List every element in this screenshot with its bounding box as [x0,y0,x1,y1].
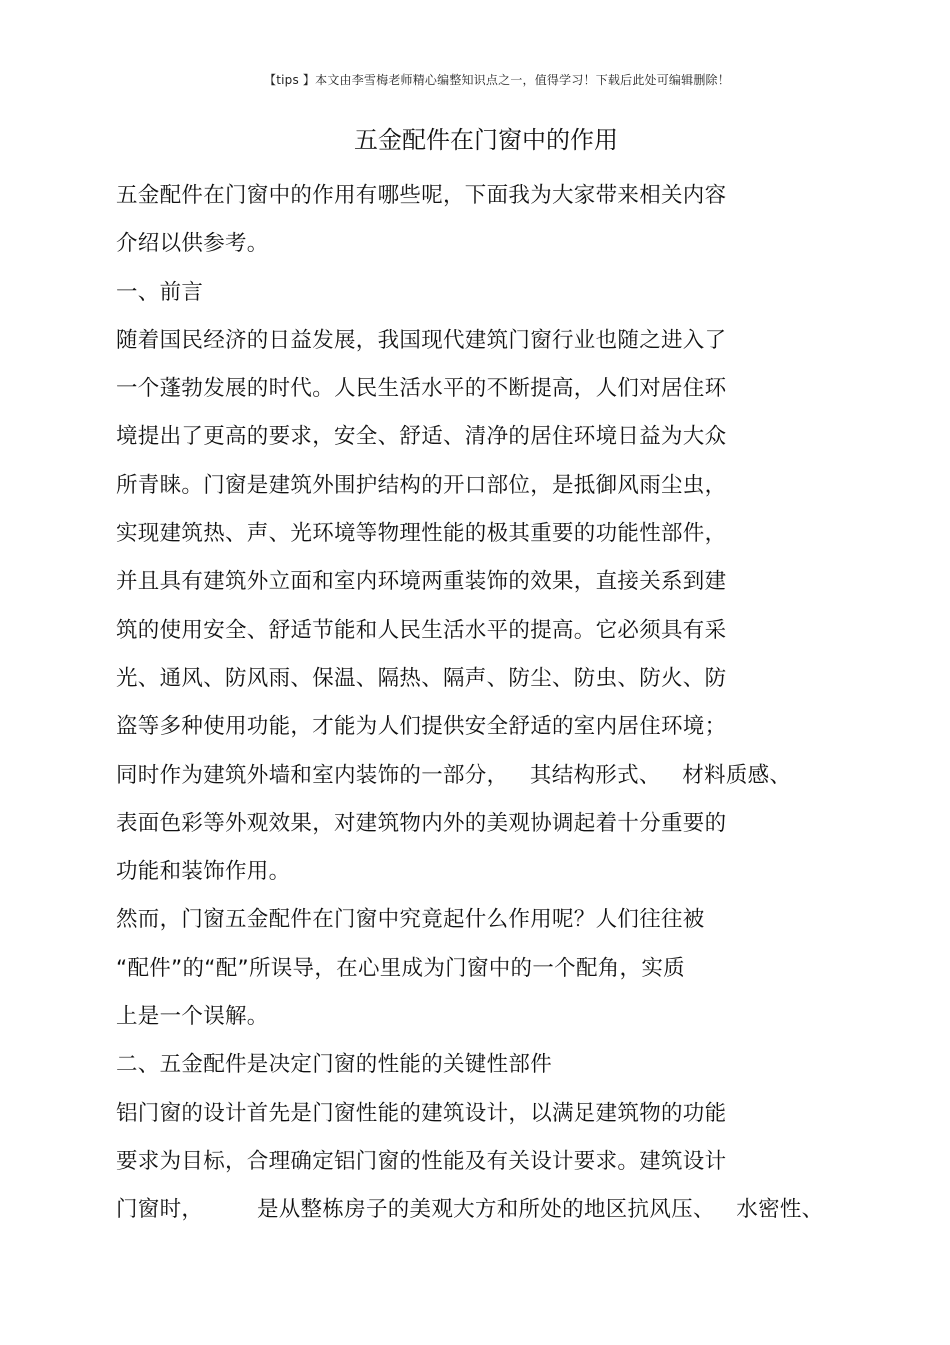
header-tip: 【tips 】本文由李雪梅老师精心编整知识点之一，值得学习！下载后此处可编辑删除！ [264,73,730,87]
text-line [116,615,876,663]
text-segment: 功能和装饰作用。 [116,859,291,885]
text-line [116,228,876,276]
text-segment: 一、前言 [116,279,204,305]
text-segment: 表面色彩等外观效果，对建筑物内外的美观协调起着十分重要的 [116,810,727,836]
text-segment: 境提出了更高的要求，安全、舒适、清净的居住环境日益为大众 [116,424,727,450]
text-segment: 筑的使用安全、舒适节能和人民生活水平的提高。它必须具有采 [116,617,727,643]
text-segment: “配件”的“配”所误导，在心里成为门窗中的一个配角，实质 [116,955,685,981]
text-line [116,711,876,759]
text-line [116,1194,876,1242]
document-body [116,180,876,1243]
text-segment: 上是一个误解。 [116,1004,269,1030]
text-line [116,373,876,421]
text-line [116,180,876,228]
text-segment: 要求为目标，合理确定铝门窗的性能及有关设计要求。建筑设计 [116,1148,727,1174]
text-line [116,1001,876,1049]
text-line [116,566,876,614]
text-segment: 所青睐。门窗是建筑外围护结构的开口部位，是抵御风雨尘虫， [116,472,727,498]
text-segment: 介绍以供参考。 [116,231,269,257]
text-line [116,518,876,566]
text-segment: 一个蓬勃发展的时代。人民生活水平的不断提高，人们对居住环 [116,376,727,402]
text-line [116,663,876,711]
text-segment: 实现建筑热、声、光环境等物理性能的极其重要的功能性部件， [116,521,727,547]
text-segment: 盗等多种使用功能，才能为人们提供安全舒适的室内居住环境； [116,714,727,740]
text-line [116,1049,876,1097]
text-segment: 然而，门窗五金配件在门窗中究竟起什么作用呢？人们往往被 [116,907,705,933]
text-line [116,856,876,904]
text-segment: 其结构形式、 [529,762,661,788]
text-segment: 水密性、 [736,1197,824,1223]
text-segment: 随着国民经济的日益发展，我国现代建筑门窗行业也随之进入了 [116,327,727,353]
text-segment: 五金配件在门窗中的作用有哪些呢，下面我为大家带来相关内容 [116,183,727,208]
text-segment: 光、通风、防风雨、保温、隔热、隔声、防尘、防虫、防火、防 [116,665,727,691]
text-line [116,1098,876,1146]
text-segment: 并且具有建筑外立面和室内环境两重装饰的效果，直接关系到建 [116,569,727,595]
text-line [116,325,876,373]
text-segment: 是从整栋房子的美观大方和所处的地区抗风压、 [256,1197,715,1223]
document-title: 五金配件在门窗中的作用 [354,126,618,154]
text-segment: 铝门窗的设计首先是门窗性能的建筑设计，以满足建筑物的功能 [116,1100,727,1126]
text-segment: 二、五金配件是决定门窗的性能的关键性部件 [116,1052,553,1078]
text-line [116,953,876,1001]
text-line [116,421,876,469]
text-line [116,470,876,518]
text-line [116,1146,876,1194]
text-line [116,808,876,856]
text-segment: 材料质感、 [682,762,792,788]
text-line [116,277,876,325]
text-line [116,760,876,808]
text-line [116,904,876,952]
text-segment: 同时作为建筑外墙和室内装饰的一部分， [116,762,509,788]
text-segment: 门窗时， [116,1197,204,1223]
